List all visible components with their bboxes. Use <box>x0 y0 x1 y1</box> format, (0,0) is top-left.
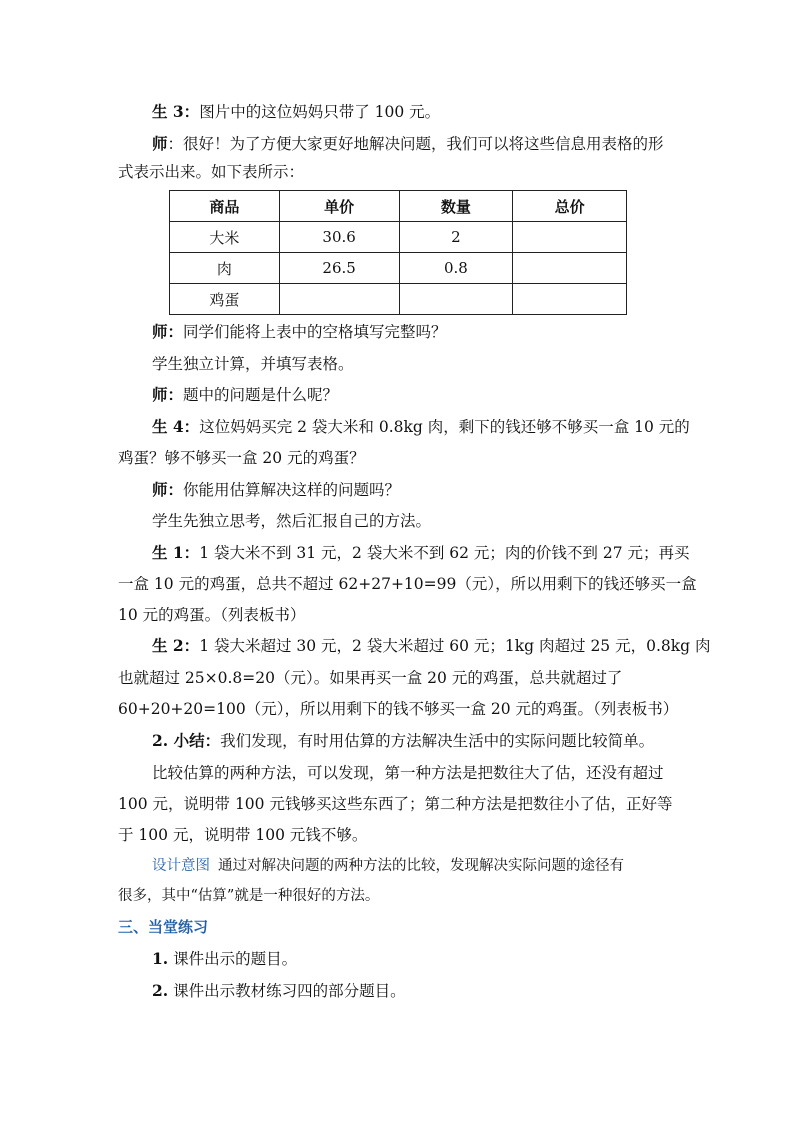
dialogue-text: 这位妈妈买完 2 袋大米和 0.8kg 肉，剩下的钱还够不够买一盒 10 元的 <box>199 418 690 436</box>
dialogue-text: 1 袋大米不到 31 元，2 袋大米不到 62 元；肉的价钱不到 27 元；再买 <box>199 544 690 562</box>
header-total-price: 总价 <box>513 191 627 222</box>
table-cell: 鸡蛋 <box>170 284 280 315</box>
dialogue-text: 同学们能将上表中的空格填写完整吗？ <box>183 323 447 341</box>
dialogue-line <box>152 543 690 563</box>
dialogue-text: 图片中的这位妈妈只带了 100 元。 <box>199 103 441 121</box>
dialogue-text: 你能用估算解决这样的问题吗？ <box>183 481 401 499</box>
table-cell: 0.8 <box>399 253 513 284</box>
exercise-item <box>152 949 297 969</box>
speaker-label: 师 <box>152 134 168 153</box>
dialogue-line <box>152 480 400 500</box>
dialogue-text: 1 袋大米超过 30 元，2 袋大米超过 60 元；1kg 肉超过 25 元，0.8kg 肉 <box>199 637 711 655</box>
exercise-text: 课件出示的题目。 <box>173 950 298 968</box>
section-heading: 三、当堂练习 <box>118 918 209 936</box>
summary-text: 我们发现，有时用估算的方法解决生活中的实际问题比较简单。 <box>220 732 655 750</box>
speaker-label: 生 2： <box>152 636 200 655</box>
paragraph-continuation: 也就超过 25×0.8=20（元）。如果再买一盒 20 元的鸡蛋，总共就超过了 <box>118 669 623 687</box>
table-row <box>170 253 627 284</box>
exercise-text: 课件出示教材练习四的部分题目。 <box>173 982 406 1000</box>
speaker-label: 师： <box>152 480 184 499</box>
paragraph-line: 比较估算的两种方法，可以发现，第一种方法是把数往大了估，还没有超过 <box>152 764 664 782</box>
header-goods: 商品 <box>170 191 280 222</box>
header-unit-price: 单价 <box>279 191 399 222</box>
table-cell: 30.6 <box>279 222 399 253</box>
speaker-label: 师： <box>152 385 184 404</box>
table-row <box>170 284 627 315</box>
table-cell: 26.5 <box>279 253 399 284</box>
paragraph-continuation: 10 元的鸡蛋。（列表板书） <box>118 606 306 624</box>
speaker-label: 师： <box>152 322 184 341</box>
dialogue-line <box>152 134 664 154</box>
design-intent-text: 通过对解决问题的两种方法的比较，发现解决实际问题的途径有 <box>218 858 624 874</box>
table-header-row <box>170 191 627 222</box>
summary-label: 2. 小结： <box>152 731 221 750</box>
paragraph-continuation: 100 元，说明带 100 元钱够买这些东西了；第二种方法是把数往小了估，正好等 <box>118 795 673 813</box>
dialogue-text: ：很好！为了方便大家更好地解决问题，我们可以将这些信息用表格的形 <box>167 135 664 153</box>
table-cell <box>399 284 513 315</box>
table-cell <box>513 284 627 315</box>
paragraph-continuation: 式表示出来。如下表所示： <box>118 163 305 181</box>
paragraph-continuation: 一盒 10 元的鸡蛋，总共不超过 62+27+10=99（元），所以用剩下的钱还够买一盒 <box>118 575 697 593</box>
design-intent-continuation: 很多，其中“估算”就是一种很好的方法。 <box>118 888 380 904</box>
dialogue-text: 题中的问题是什么呢？ <box>183 386 339 404</box>
table-row <box>170 222 627 253</box>
table-cell <box>279 284 399 315</box>
exercise-item <box>152 981 406 1001</box>
paragraph-continuation: 鸡蛋？够不够买一盒 20 元的鸡蛋？ <box>118 449 365 467</box>
design-intent-note <box>152 856 624 876</box>
goods-table <box>169 190 627 315</box>
speaker-label: 生 3： <box>152 102 200 121</box>
table-cell <box>513 253 627 284</box>
paragraph-continuation: 60+20+20=100（元），所以用剩下的钱不够买一盒 20 元的鸡蛋。（列表板书） <box>118 700 679 718</box>
paragraph-continuation: 于 100 元，说明带 100 元钱不够。 <box>118 826 368 844</box>
dialogue-line <box>152 636 711 656</box>
speaker-label: 生 1： <box>152 543 200 562</box>
table-cell <box>513 222 627 253</box>
speaker-label: 生 4： <box>152 417 200 436</box>
summary-line <box>152 731 654 751</box>
paragraph-line: 学生先独立思考，然后汇报自己的方法。 <box>152 512 432 530</box>
paragraph-line: 学生独立计算，并填写表格。 <box>152 355 354 373</box>
table-cell: 2 <box>399 222 513 253</box>
dialogue-line <box>152 385 338 405</box>
exercise-number: 1. <box>152 949 169 968</box>
header-quantity: 数量 <box>399 191 513 222</box>
dialogue-line <box>152 322 447 342</box>
exercise-number: 2. <box>152 981 169 1000</box>
table-cell: 肉 <box>170 253 280 284</box>
table-cell: 大米 <box>170 222 280 253</box>
dialogue-line <box>152 417 690 437</box>
dialogue-line <box>152 102 440 122</box>
design-intent-tag: 设计意图 <box>152 858 210 874</box>
